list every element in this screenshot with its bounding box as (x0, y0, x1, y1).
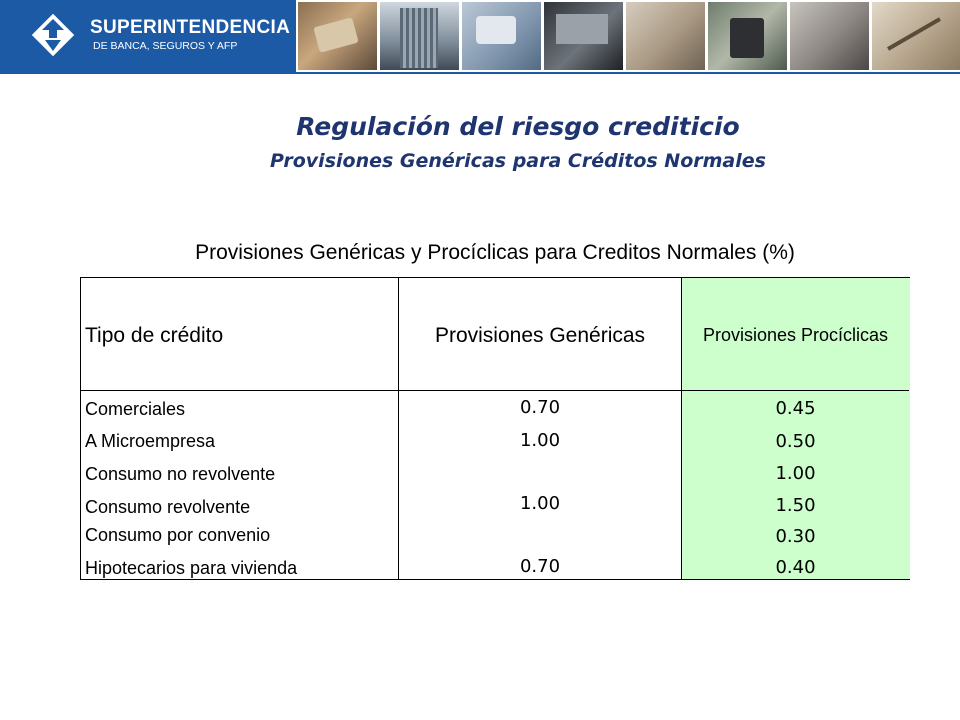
generica-value: 1.00 (519, 430, 561, 451)
row-label-consumo-no-revolvente: Consumo no revolvente (85, 464, 276, 484)
generica-value: 1.00 (519, 493, 561, 514)
page-subtitle: Provisiones Genéricas para Créditos Normales (270, 150, 766, 172)
header-tipo-credito: Tipo de crédito (85, 324, 224, 347)
row-label-consumo-revolvente: Consumo revolvente (85, 497, 251, 517)
calculator-photo (708, 2, 787, 70)
building-photo (380, 2, 459, 70)
row-label-comerciales: Comerciales (85, 399, 186, 419)
header-provisiones-genericas: Provisiones Genéricas (434, 324, 646, 347)
prociclica-value: 1.50 (775, 495, 816, 516)
signing-document-photo (872, 2, 960, 70)
header-provisiones-prociclicas: Provisiones Procíclicas (702, 325, 889, 345)
generica-value: 0.70 (519, 556, 561, 577)
prociclica-value: 0.45 (775, 398, 816, 419)
credit-card-photo (298, 2, 377, 70)
row-label-microempresa: A Microempresa (85, 431, 216, 451)
handshake-money-photo (626, 2, 705, 70)
row-label-consumo-convenio: Consumo por convenio (85, 525, 271, 545)
logo-line-2: DE BANCA, SEGUROS Y AFP (93, 40, 238, 52)
prociclica-value: 0.50 (775, 431, 816, 452)
header-banner (0, 0, 960, 74)
prociclica-value: 0.40 (775, 557, 816, 578)
keyboard-enter-photo (462, 2, 541, 70)
prociclica-value: 0.30 (775, 526, 816, 547)
row-label-hipotecarios: Hipotecarios para vivienda (85, 558, 298, 578)
page-title: Regulación del riesgo crediticio (296, 112, 740, 141)
laptop-photo (544, 2, 623, 70)
sbs-logo (0, 0, 296, 72)
provisions-table (80, 277, 910, 580)
sbs-diamond-icon (30, 12, 76, 58)
banner-underline (0, 72, 960, 74)
header-divider (81, 390, 909, 391)
prociclica-value: 1.00 (775, 463, 816, 484)
logo-line-1: SUPERINTENDENCIA (90, 17, 291, 38)
business-meeting-photo (790, 2, 869, 70)
table-caption: Provisiones Genéricas y Procíclicas para Creditos Normales (%) (195, 241, 795, 264)
generica-value: 0.70 (519, 397, 561, 418)
